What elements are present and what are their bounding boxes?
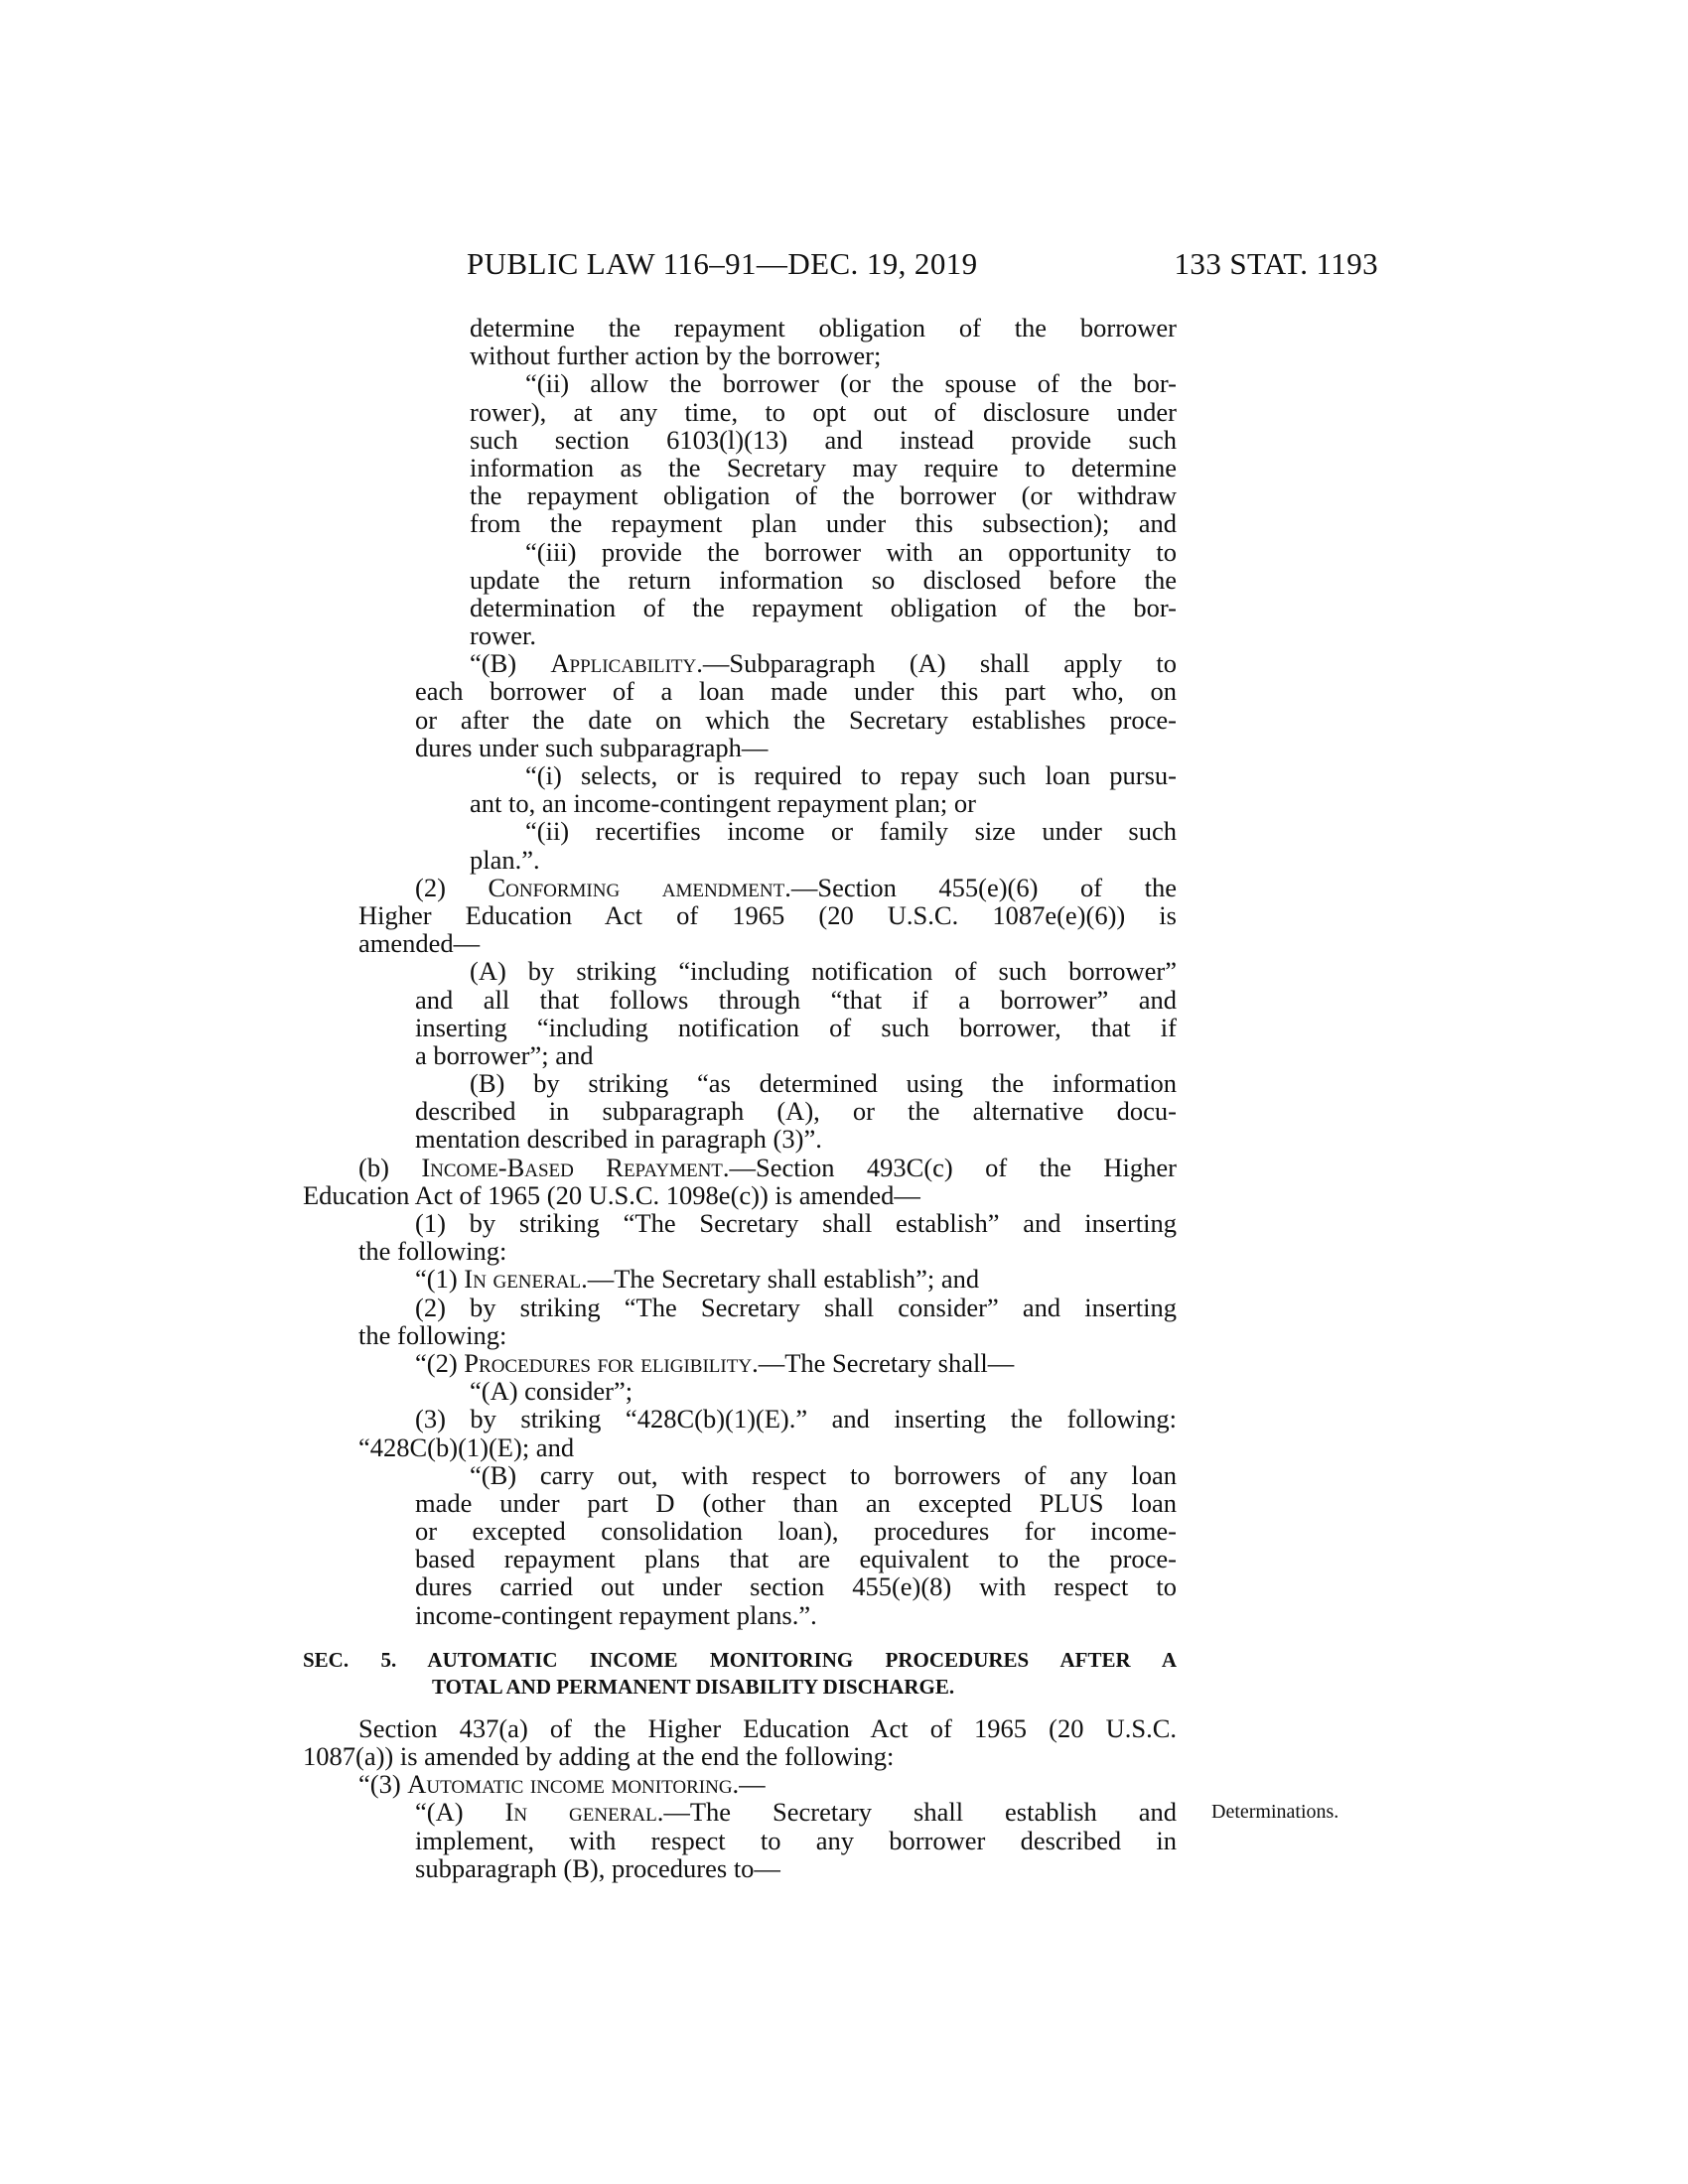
text-line: income-contingent repayment plans.”. xyxy=(415,1599,817,1630)
text-line: determination of the repayment obligation of the bor- xyxy=(470,592,1177,622)
margin-note: Determinations. xyxy=(1211,1800,1339,1823)
text-line: based repayment plans that are equivalent to the proce- xyxy=(415,1544,1177,1574)
text-line: each borrower of a loan made under this part who, on xyxy=(415,676,1177,707)
text-line: “(i) selects, or is required to repay such loan pursu- xyxy=(525,760,1177,790)
text-line: “(A) In general.—The Secretary shall establish and xyxy=(415,1797,1177,1828)
text-line: “(3) Automatic income monitoring.— xyxy=(358,1769,766,1800)
text-line: implement, with respect to any borrower described in xyxy=(415,1825,1177,1855)
text-line: “(2) Procedures for eligibility.—The Secretary shall— xyxy=(415,1347,1015,1378)
text-line: information as the Secretary may require to determine xyxy=(470,452,1177,482)
text-line: “(iii) provide the borrower with an opportunity to xyxy=(525,536,1177,567)
text-line: “(B) Applicability.—Subparagraph (A) shall apply to xyxy=(470,648,1177,679)
text-line: amended— xyxy=(358,928,481,959)
text-line: ant to, an income-contingent repayment plan; or xyxy=(470,788,976,819)
text-line: made under part D (other than an excepted PLUS loan xyxy=(415,1487,1177,1518)
text-line: “(B) carry out, with respect to borrowers of any loan xyxy=(470,1459,1177,1490)
text-line: update the return information so disclosed before the xyxy=(470,564,1177,595)
section-heading xyxy=(0,1647,1688,1701)
body-text xyxy=(0,314,1688,1629)
section-heading-line-1: SEC. 5. AUTOMATIC INCOME MONITORING PROCEDURES AFTER A xyxy=(303,1647,1177,1672)
text-line: “(1) In general.—The Secretary shall establish”; and xyxy=(415,1264,980,1295)
text-line: “428C(b)(1)(E); and xyxy=(358,1432,575,1462)
running-header-right: 133 STAT. 1193 xyxy=(1174,246,1378,281)
text-line: Higher Education Act of 1965 (20 U.S.C. 1087e(e)(6)) is xyxy=(358,899,1177,930)
text-line: such section 6103(l)(13) and instead provide such xyxy=(470,424,1177,455)
text-line: the repayment obligation of the borrower (or withdraw xyxy=(470,480,1177,511)
text-line: (2) Conforming amendment.—Section 455(e)(6) of the xyxy=(415,872,1177,902)
text-line: “(A) consider”; xyxy=(470,1376,633,1407)
section-heading-line-2: TOTAL AND PERMANENT DISABILITY DISCHARGE. xyxy=(432,1674,955,1699)
text-line: (A) by striking “including notification of such borrower” xyxy=(470,956,1177,987)
text-line: inserting “including notification of such borrower, that if xyxy=(415,1012,1177,1042)
text-line: Education Act of 1965 (20 U.S.C. 1098e(c)) is amended— xyxy=(303,1179,920,1210)
text-line: Section 437(a) of the Higher Education Act of 1965 (20 U.S.C. xyxy=(358,1712,1177,1743)
page-body xyxy=(0,314,1688,1882)
text-line: (3) by striking “428C(b)(1)(E).” and inserting the following: xyxy=(415,1404,1177,1434)
text-line: dures carried out under section 455(e)(8) with respect to xyxy=(415,1571,1177,1602)
text-line: the following: xyxy=(358,1236,507,1267)
text-line: mentation described in paragraph (3)”. xyxy=(415,1124,822,1155)
text-line: plan.”. xyxy=(470,844,540,875)
text-line: 1087(a)) is amended by adding at the end the following: xyxy=(303,1741,895,1771)
text-line: described in subparagraph (A), or the alternative docu- xyxy=(415,1096,1177,1127)
text-line: “(ii) allow the borrower (or the spouse of the bor- xyxy=(525,368,1177,399)
text-line: “(ii) recertifies income or family size under such xyxy=(525,816,1177,847)
text-line: rower), at any time, to opt out of disclosure under xyxy=(470,396,1177,427)
text-line: or excepted consolidation loan), procedures for income- xyxy=(415,1516,1177,1547)
text-line: or after the date on which the Secretary establishes proce- xyxy=(415,704,1177,735)
text-line: determine the repayment obligation of the borrower xyxy=(470,313,1177,342)
text-line: (2) by striking “The Secretary shall consider” and inserting xyxy=(415,1292,1177,1322)
text-line: and all that follows through “that if a borrower” and xyxy=(415,984,1177,1015)
text-line: rower. xyxy=(470,620,536,651)
text-line: (B) by striking “as determined using the information xyxy=(470,1068,1177,1099)
running-header-left: PUBLIC LAW 116–91—DEC. 19, 2019 xyxy=(467,246,978,281)
section-text xyxy=(0,1714,1688,1882)
text-line: from the repayment plan under this subsection); and xyxy=(470,508,1177,539)
text-line: subparagraph (B), procedures to— xyxy=(415,1852,780,1883)
text-line: the following: xyxy=(358,1319,507,1350)
text-line: dures under such subparagraph— xyxy=(415,732,769,762)
text-line: (b) Income-Based Repayment.—Section 493C(c) of the Higher xyxy=(358,1152,1177,1182)
text-line: (1) by striking “The Secretary shall establish” and inserting xyxy=(415,1208,1177,1238)
text-line: without further action by the borrower; xyxy=(470,341,882,371)
text-line: a borrower”; and xyxy=(415,1039,594,1070)
